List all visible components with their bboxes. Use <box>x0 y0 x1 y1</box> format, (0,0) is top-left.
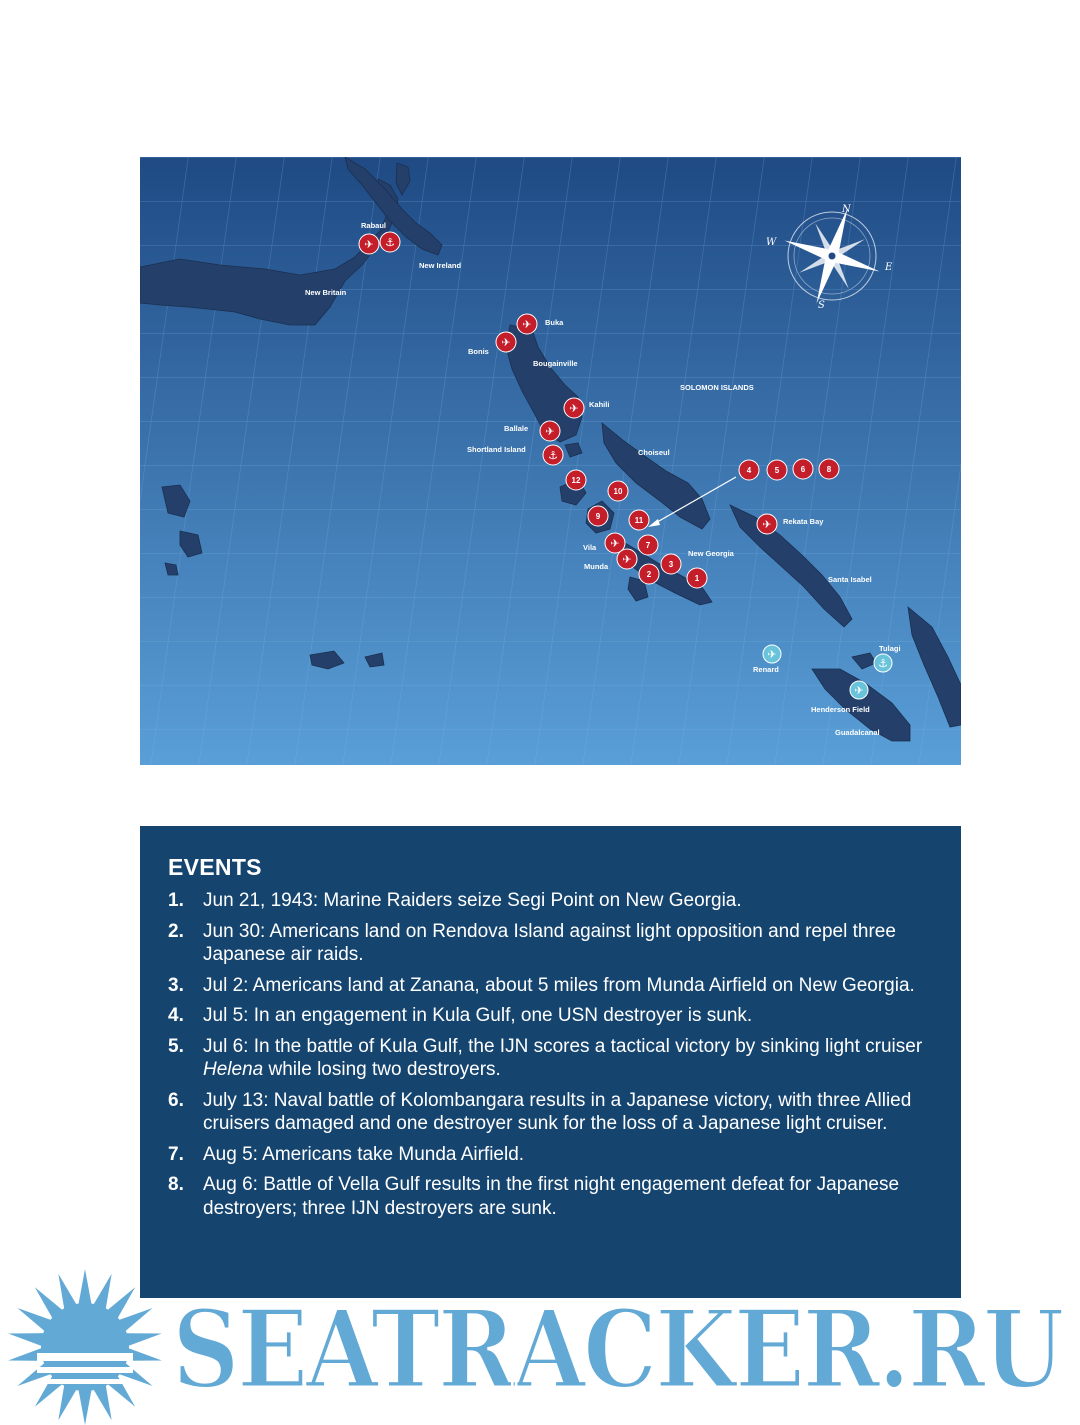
svg-text:10: 10 <box>613 487 623 496</box>
events-list <box>168 889 931 1220</box>
svg-text:9: 9 <box>595 512 601 521</box>
svg-text:✈: ✈ <box>762 518 772 531</box>
ship-name-helena: Helena <box>203 1059 264 1080</box>
event-marker-12[interactable] <box>566 470 586 490</box>
event-number: 4. <box>168 1005 184 1026</box>
event-item-8 <box>168 1173 931 1220</box>
event-text: Jun 30: Americans land on Rendova Island against light opposition and repel three Japanese air raids. <box>203 920 896 965</box>
event-text: Jun 21, 1943: Marine Raiders seize Segi Point on New Georgia. <box>203 890 742 911</box>
svg-text:12: 12 <box>571 476 581 485</box>
anchor-icon[interactable] <box>543 445 563 465</box>
airfield-icon[interactable] <box>496 332 516 352</box>
svg-text:8: 8 <box>826 465 832 474</box>
event-item-7 <box>168 1143 931 1167</box>
airfield-icon[interactable] <box>763 645 781 663</box>
svg-text:✈: ✈ <box>622 553 632 566</box>
svg-text:⚓: ⚓ <box>548 449 558 462</box>
event-marker-6[interactable] <box>793 459 813 479</box>
events-title: EVENTS <box>168 854 262 880</box>
event-number: 5. <box>168 1035 184 1057</box>
event-item-1 <box>168 889 931 913</box>
label-tulagi: Tulagi <box>879 644 901 653</box>
svg-text:11: 11 <box>634 516 644 525</box>
event-text: Jul 5: In an engagement in Kula Gulf, one USN destroyer is sunk. <box>203 1005 753 1026</box>
airfield-icon[interactable] <box>517 314 537 334</box>
label-solomon-islands: SOLOMON ISLANDS <box>680 383 754 392</box>
label-new-georgia: New Georgia <box>688 549 734 558</box>
event-text: Aug 6: Battle of Vella Gulf results in the first night engagement defeat for Japanese destroyers; three IJN destroyers are sunk. <box>203 1174 900 1219</box>
svg-text:4: 4 <box>746 466 752 475</box>
svg-text:3: 3 <box>668 560 674 569</box>
label-new-britain: New Britain <box>305 288 347 297</box>
event-item-2 <box>168 920 931 967</box>
airfield-icon[interactable] <box>359 234 379 254</box>
compass-west: W <box>766 237 777 248</box>
event-marker-5[interactable] <box>767 460 787 480</box>
label-guadalcanal: Guadalcanal <box>835 728 880 737</box>
anchor-icon[interactable] <box>874 654 892 672</box>
event-number: 7. <box>168 1143 184 1165</box>
event-item-4 <box>168 1004 931 1028</box>
event-item-6 <box>168 1089 931 1136</box>
label-kahili: Kahili <box>589 400 610 409</box>
svg-text:✈: ✈ <box>522 318 532 331</box>
label-rekata-bay: Rekata Bay <box>783 517 824 526</box>
event-text: Jul 2: Americans land at Zanana, about 5 miles from Munda Airfield on New Georgia. <box>203 974 915 996</box>
sun-icon <box>7 1269 163 1425</box>
svg-text:7: 7 <box>645 541 651 550</box>
label-munda: Munda <box>584 562 609 571</box>
event-marker-4[interactable] <box>739 460 759 480</box>
label-choiseul: Choiseul <box>638 448 670 457</box>
svg-text:✈: ✈ <box>545 425 555 438</box>
svg-text:✈: ✈ <box>501 336 511 349</box>
event-item-5 <box>168 1035 931 1082</box>
compass-east: E <box>885 262 893 273</box>
label-henderson-field: Henderson Field <box>811 705 870 714</box>
watermark <box>0 1265 1080 1425</box>
watermark-text: SEATRACKER.RU <box>172 1287 1063 1413</box>
airfield-icon[interactable] <box>564 398 584 418</box>
event-marker-3[interactable] <box>661 554 681 574</box>
svg-text:⚓: ⚓ <box>385 236 395 249</box>
solomon-islands-map <box>140 157 961 765</box>
event-number: 1. <box>168 890 184 911</box>
label-vila: Vila <box>583 543 597 552</box>
label-ballale: Ballale <box>504 424 529 433</box>
svg-text:✈: ✈ <box>364 238 374 251</box>
airfield-icon[interactable] <box>757 514 777 534</box>
event-text: Aug 5: Americans take Munda Airfield. <box>203 1143 525 1165</box>
event-item-3 <box>168 974 931 998</box>
label-buka: Buka <box>545 318 564 327</box>
event-marker-1[interactable] <box>687 568 707 588</box>
event-text: Jul 6: In the battle of Kula Gulf, the IJN scores a tactical victory by sinking light cruiser Helena while losing two destroyers. <box>203 1035 923 1080</box>
label-renard: Renard <box>753 665 779 674</box>
svg-text:2: 2 <box>646 570 652 579</box>
anchor-icon[interactable] <box>380 232 400 252</box>
event-marker-9[interactable] <box>588 506 608 526</box>
svg-text:✈: ✈ <box>767 648 777 661</box>
svg-text:✈: ✈ <box>569 402 579 415</box>
svg-text:✈: ✈ <box>610 537 620 550</box>
svg-text:5: 5 <box>774 466 780 475</box>
event-number: 2. <box>168 920 184 942</box>
events-panel <box>140 826 961 1298</box>
airfield-icon[interactable] <box>617 549 637 569</box>
event-marker-11[interactable] <box>629 510 649 530</box>
label-bonis: Bonis <box>468 347 489 356</box>
label-santa-isabel: Santa Isabel <box>828 575 872 584</box>
event-marker-2[interactable] <box>639 564 659 584</box>
event-marker-10[interactable] <box>608 481 628 501</box>
label-shortland-island: Shortland Island <box>467 445 526 454</box>
compass-south: S <box>818 300 825 311</box>
event-marker-7[interactable] <box>638 535 658 555</box>
airfield-icon[interactable] <box>850 681 868 699</box>
svg-text:⚓: ⚓ <box>878 657 888 670</box>
svg-text:✈: ✈ <box>854 684 864 697</box>
compass-north: N <box>842 204 851 215</box>
event-marker-8[interactable] <box>819 459 839 479</box>
airfield-icon[interactable] <box>540 421 560 441</box>
event-number: 6. <box>168 1089 184 1111</box>
label-new-ireland: New Ireland <box>419 261 462 270</box>
label-rabaul: Rabaul <box>361 221 387 230</box>
svg-text:6: 6 <box>800 465 806 474</box>
svg-text:1: 1 <box>694 574 700 583</box>
event-number: 8. <box>168 1174 184 1195</box>
event-text: July 13: Naval battle of Kolombangara results in a Japanese victory, with three Allied cruisers damaged and one destroyer sunk for the loss of a Japanese light cruiser. <box>203 1089 912 1134</box>
label-bougainville: Bougainville <box>533 359 578 368</box>
event-number: 3. <box>168 974 184 996</box>
